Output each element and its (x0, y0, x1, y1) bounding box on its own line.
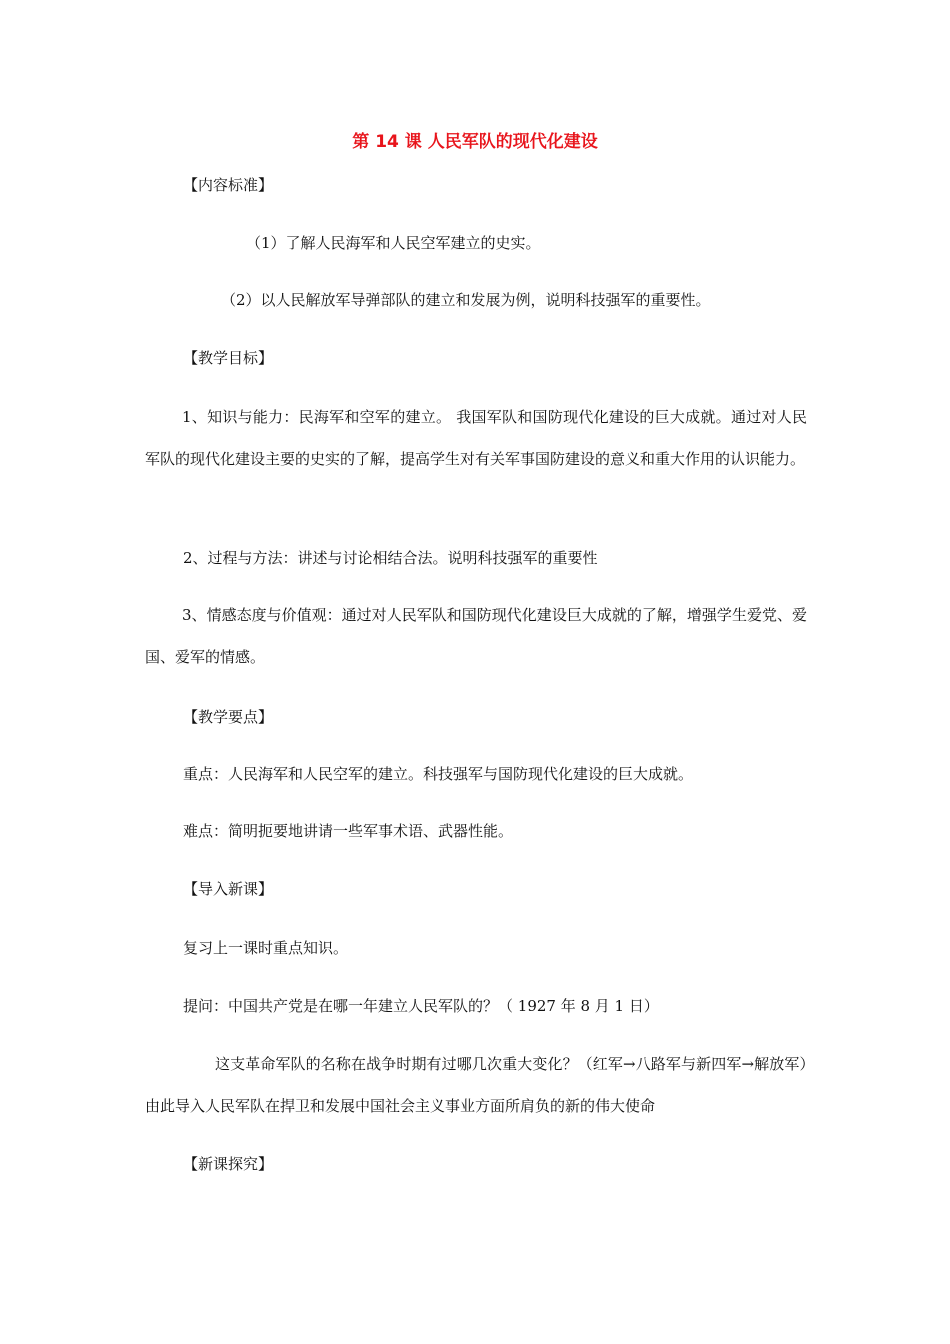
introduction-question: 提问：中国共产党是在哪一年建立人民军队的？（ 1927 年 8 月 1 日） (183, 997, 659, 1015)
page-title: 第 14 课 人民军队的现代化建设 (352, 132, 598, 152)
heading-teaching-goals: 【教学目标】 (183, 349, 274, 367)
teaching-goal-2: 2、过程与方法：讲述与讨论相结合法。说明科技强军的重要性 (183, 549, 598, 567)
introduction-paragraph: 这支革命军队的名称在战争时期有过哪几次重大变化？（红军→八路军与新四军→解放军）由此导入人民军队在捍卫和发展中国社会主义事业方面所肩负的新的伟大使命 (145, 1055, 807, 1115)
content-standard-item-1: （1）了解人民海军和人民空军建立的史实。 (246, 234, 541, 252)
key-point-focus: 重点：人民海军和人民空军的建立。科技强军与国防现代化建设的巨大成就。 (183, 765, 694, 783)
introduction-review: 复习上一课时重点知识。 (183, 939, 349, 957)
heading-content-standard: 【内容标准】 (183, 176, 274, 194)
heading-new-lesson: 【新课探究】 (183, 1155, 274, 1173)
heading-introduction: 【导入新课】 (183, 880, 274, 898)
content-standard-item-2: （2）以人民解放军导弹部队的建立和发展为例，说明科技强军的重要性。 (221, 291, 711, 309)
heading-key-points: 【教学要点】 (183, 708, 274, 726)
key-point-difficulty: 难点：简明扼要地讲请一些军事术语、武器性能。 (183, 822, 514, 840)
teaching-goal-3: 3、情感态度与价值观：通过对人民军队和国防现代化建设巨大成就的了解，增强学生爱党、爱国、爱军的情感。 (145, 606, 807, 666)
teaching-goal-1: 1、知识与能力：民海军和空军的建立。 我国军队和国防现代化建设的巨大成就。通过对人民军队的现代化建设主要的史实的了解，提高学生对有关军事国防建设的意义和重大作用的认识能力。 (145, 408, 807, 468)
